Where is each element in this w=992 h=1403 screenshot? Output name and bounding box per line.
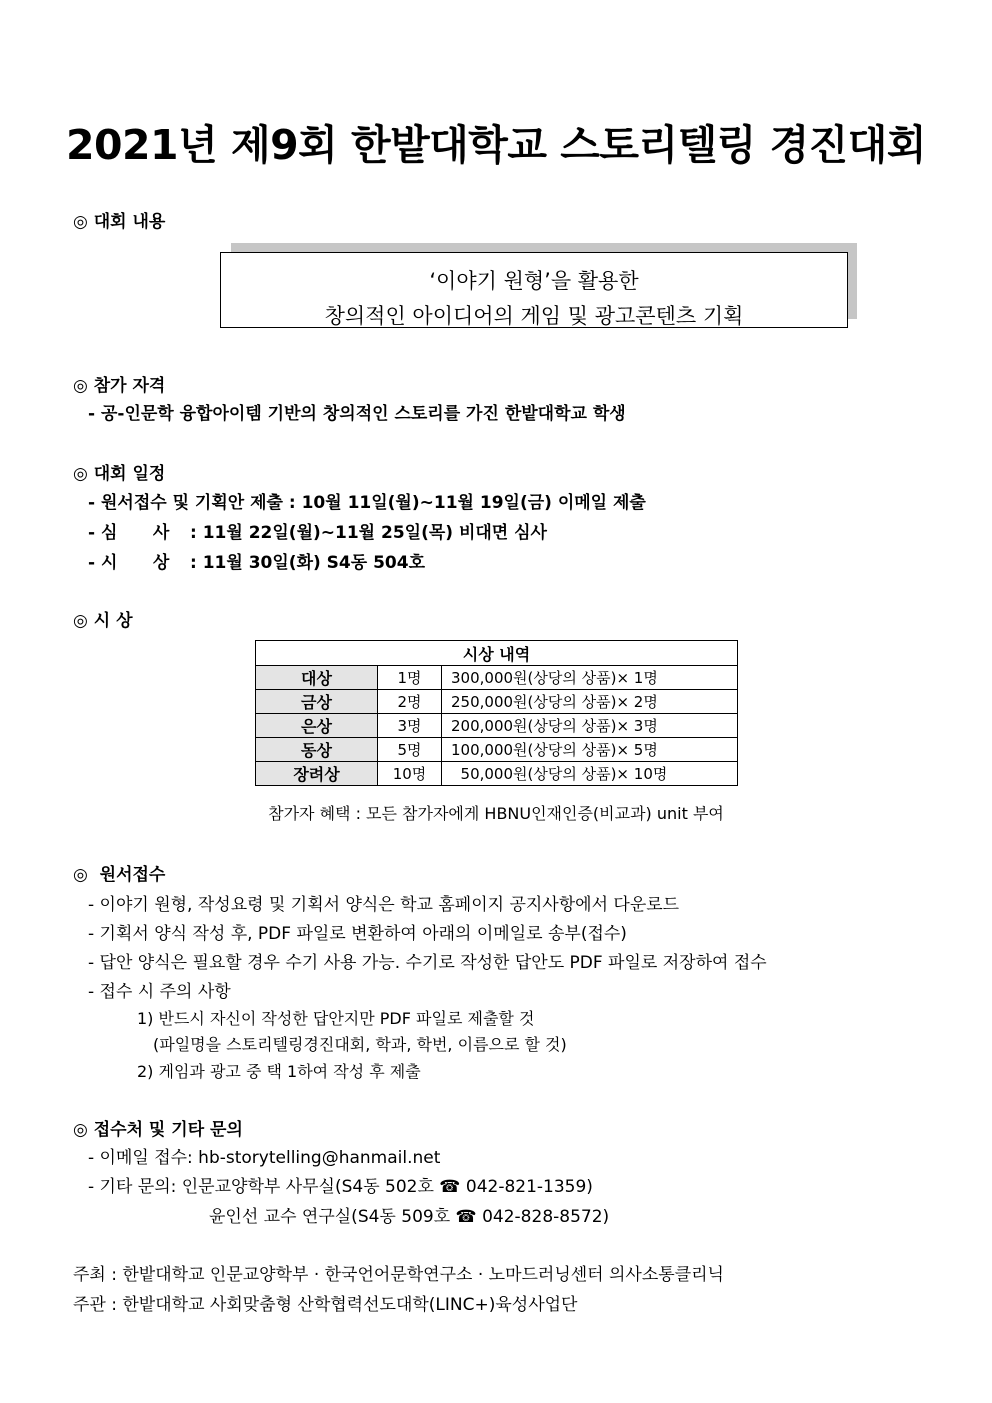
contact-professor: 윤인선 교수 연구실(S4동 509호 ☎ 042-828-8572) (209, 1207, 610, 1227)
contact-office: - 기타 문의: 인문교양학부 사무실(S4동 502호 ☎ 042-821-1359) (88, 1177, 593, 1197)
table-row (256, 738, 738, 762)
schedule-award-label: - 시 상 (88, 553, 170, 573)
award-rank: 동상 (256, 738, 378, 762)
section-heading-schedule: ◎ 대회 일정 (73, 464, 166, 484)
section-heading-awards: ◎ 시 상 (73, 611, 133, 631)
application-line-2: - 기획서 양식 작성 후, PDF 파일로 변환하여 아래의 이메일로 송부(접수) (88, 924, 627, 944)
page-title: 2021년 제9회 한밭대학교 스토리텔링 경진대회 (65, 121, 927, 169)
awards-table (255, 640, 738, 786)
theme-line-2: 창의적인 아이디어의 게임 및 광고콘텐츠 기획 (324, 304, 744, 328)
award-rank: 은상 (256, 714, 378, 738)
schedule-award-value: : 11월 30일(화) S4동 504호 (190, 553, 425, 573)
application-note-1: 1) 반드시 자신이 작성한 답안지만 PDF 파일로 제출할 것 (137, 1009, 535, 1028)
award-count: 1명 (378, 666, 442, 690)
footer-host: 주최 : 한밭대학교 인문교양학부 · 한국언어문학연구소 · 노마드러닝센터 의사소통클리닉 (73, 1265, 724, 1285)
award-rank: 금상 (256, 690, 378, 714)
footer-organizer: 주관 : 한밭대학교 사회맞춤형 산학협력선도대학(LINC+)육성사업단 (73, 1295, 578, 1315)
award-amount: 200,000원(상당의 상품)× 3명 (442, 714, 738, 738)
award-count: 2명 (378, 690, 442, 714)
section-heading-eligibility: ◎ 참가 자격 (73, 376, 166, 396)
award-amount: 50,000원(상당의 상품)× 10명 (442, 762, 738, 786)
theme-box (220, 252, 848, 328)
table-row (256, 714, 738, 738)
award-count: 10명 (378, 762, 442, 786)
table-row (256, 690, 738, 714)
award-rank: 장려상 (256, 762, 378, 786)
section-heading-content: ◎ 대회 내용 (73, 212, 166, 232)
schedule-review-value: : 11월 22일(월)~11월 25일(목) 비대면 심사 (190, 523, 547, 543)
application-line-3: - 답안 양식은 필요할 경우 수기 사용 가능. 수기로 작성한 답안도 PDF 파일로 저장하여 접수 (88, 953, 767, 973)
eligibility-text: - 공-인문학 융합아이템 기반의 창의적인 스토리를 가진 한밭대학교 학생 (88, 404, 626, 424)
table-row (256, 762, 738, 786)
awards-table-header: 시상 내역 (256, 641, 738, 666)
contact-email: - 이메일 접수: hb-storytelling@hanmail.net (88, 1148, 441, 1168)
section-heading-application: ◎ 원서접수 (73, 865, 166, 885)
participant-benefit: 참가자 혜택 : 모든 참가자에게 HBNU인재인증(비교과) unit 부여 (268, 804, 724, 823)
table-row (256, 666, 738, 690)
award-count: 3명 (378, 714, 442, 738)
application-line-4: - 접수 시 주의 사항 (88, 982, 231, 1002)
award-amount: 250,000원(상당의 상품)× 2명 (442, 690, 738, 714)
application-note-2: 2) 게임과 광고 중 택 1하여 작성 후 제출 (137, 1062, 421, 1081)
award-amount: 300,000원(상당의 상품)× 1명 (442, 666, 738, 690)
theme-line-1: ‘이야기 원형’을 활용한 (429, 269, 639, 293)
application-note-1b: (파일명을 스토리텔링경진대회, 학과, 학번, 이름으로 할 것) (153, 1035, 567, 1054)
application-line-1: - 이야기 원형, 작성요령 및 기획서 양식은 학교 홈페이지 공지사항에서 다운로드 (88, 895, 680, 915)
award-rank: 대상 (256, 666, 378, 690)
schedule-review-label: - 심 사 (88, 523, 170, 543)
section-heading-contact: ◎ 접수처 및 기타 문의 (73, 1120, 243, 1140)
award-count: 5명 (378, 738, 442, 762)
schedule-submission: - 원서접수 및 기획안 제출 : 10월 11일(월)~11월 19일(금) 이메일 제출 (88, 493, 646, 513)
award-amount: 100,000원(상당의 상품)× 5명 (442, 738, 738, 762)
